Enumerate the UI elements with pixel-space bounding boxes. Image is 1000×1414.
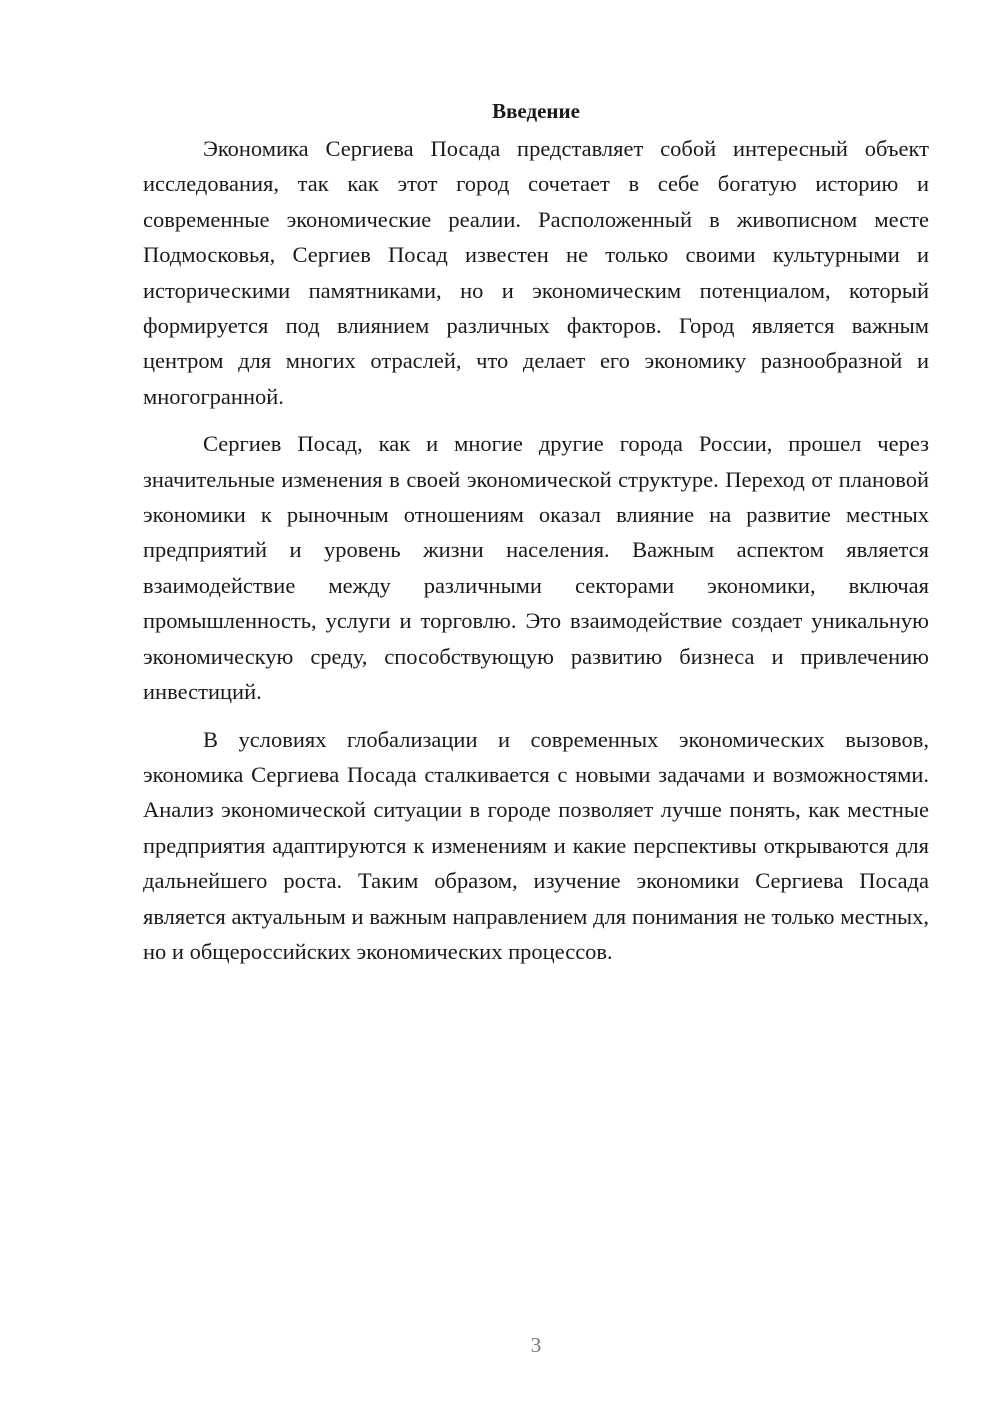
page-content xyxy=(143,97,929,981)
page-number: 3 xyxy=(530,1333,542,1357)
paragraph-2: Сергиев Посад, как и многие другие города России, прошел через значительные изменения в своей экономической структуре. Переход от плановой экономики к рыночным отношениям оказал влияние на развитие местных предприятий и уровень жизни населения. Важным аспектом является взаимодействие между различными секторами экономики, включая промышленность, услуги и торговлю. Это взаимодействие создает уникальную экономическую среду, способствующую развитию бизнеса и привлечению инвестиций. xyxy=(143,431,929,705)
paragraph-1: Экономика Сергиева Посада представляет собой интересный объект исследования, так как этот город сочетает в себе богатую историю и современные экономические реалии. Расположенный в живописном месте Подмосковья, Сергиев Посад известен не только своими культурными и историческими памятниками, но и экономическим потенциалом, который формируется под влиянием различных факторов. Город является важным центром для многих отраслей, что делает его экономику разнообразной и многогранной. xyxy=(143,136,929,409)
section-title: Введение xyxy=(492,99,580,123)
paragraph-3: В условиях глобализации и современных экономических вызовов, экономика Сергиева Посада сталкивается с новыми задачами и возможностями. Анализ экономической ситуации в городе позволяет лучше понять, как местные предприятия адаптируются к изменениям и какие перспективы открываются для дальнейшего роста. Таким образом, изучение экономики Сергиева Посада является актуальным и важным направлением для понимания не только местных, но и общероссийских экономических процессов. xyxy=(143,726,929,964)
